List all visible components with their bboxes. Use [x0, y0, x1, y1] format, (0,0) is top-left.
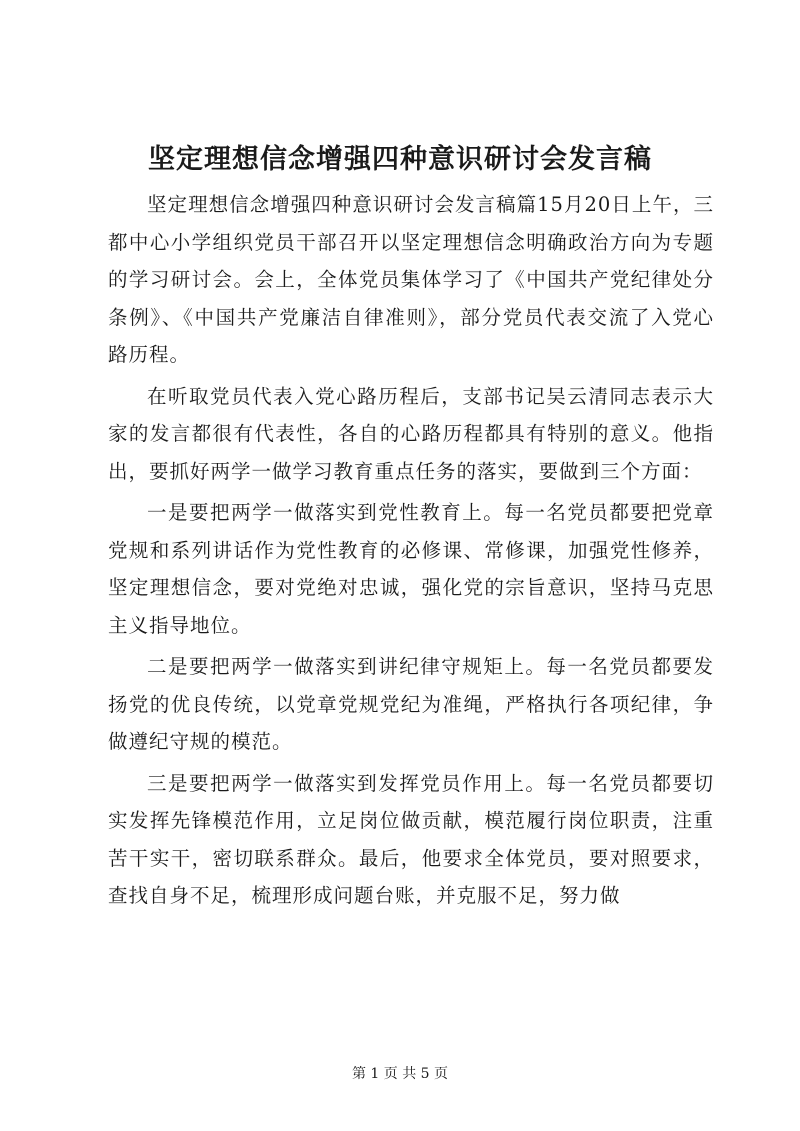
paragraph: 三是要把两学一做落实到发挥党员作用上。每一名党员都要切实发挥先锋模范作用，立足岗位做贡献，模范履行岗位职责，注重苦干实干，密切联系群众。最后，他要求全体党员，要对照要求，查找自身不足，梳理形成问题台账，并克服不足，努力做	[108, 771, 714, 907]
document-title: 坚定理想信念增强四种意识研讨会发言稿	[148, 144, 652, 175]
paragraph: 坚定理想信念增强四种意识研讨会发言稿篇15月20日上午，三都中心小学组织党员干部召开以坚定理想信念明确政治方向为专题的学习研讨会。会上，全体党员集体学习了《中国共产党纪律处分条例》、《中国共产党廉洁自律准则》，部分党员代表交流了入党心路历程。	[108, 193, 714, 366]
paragraph: 二是要把两学一做落实到讲纪律守规矩上。每一名党员都要发扬党的优良传统，以党章党规党纪为准绳，严格执行各项纪律，争做遵纪守规的模范。	[108, 655, 714, 753]
page-footer: 第 1 页 共 5 页	[351, 1066, 449, 1082]
document-body	[108, 186, 714, 919]
paragraph: 一是要把两学一做落实到党性教育上。每一名党员都要把党章党规和系列讲话作为党性教育的必修课、常修课，加强党性修养，坚定理想信念，要对党绝对忠诚，强化党的宗旨意识，坚持马克思主义指导地位。	[108, 501, 714, 637]
paragraph: 在听取党员代表入党心路历程后，支部书记吴云清同志表示大家的发言都很有代表性，各自的心路历程都具有特别的意义。他指出，要抓好两学一做学习教育重点任务的落实，要做到三个方面：	[108, 384, 714, 483]
